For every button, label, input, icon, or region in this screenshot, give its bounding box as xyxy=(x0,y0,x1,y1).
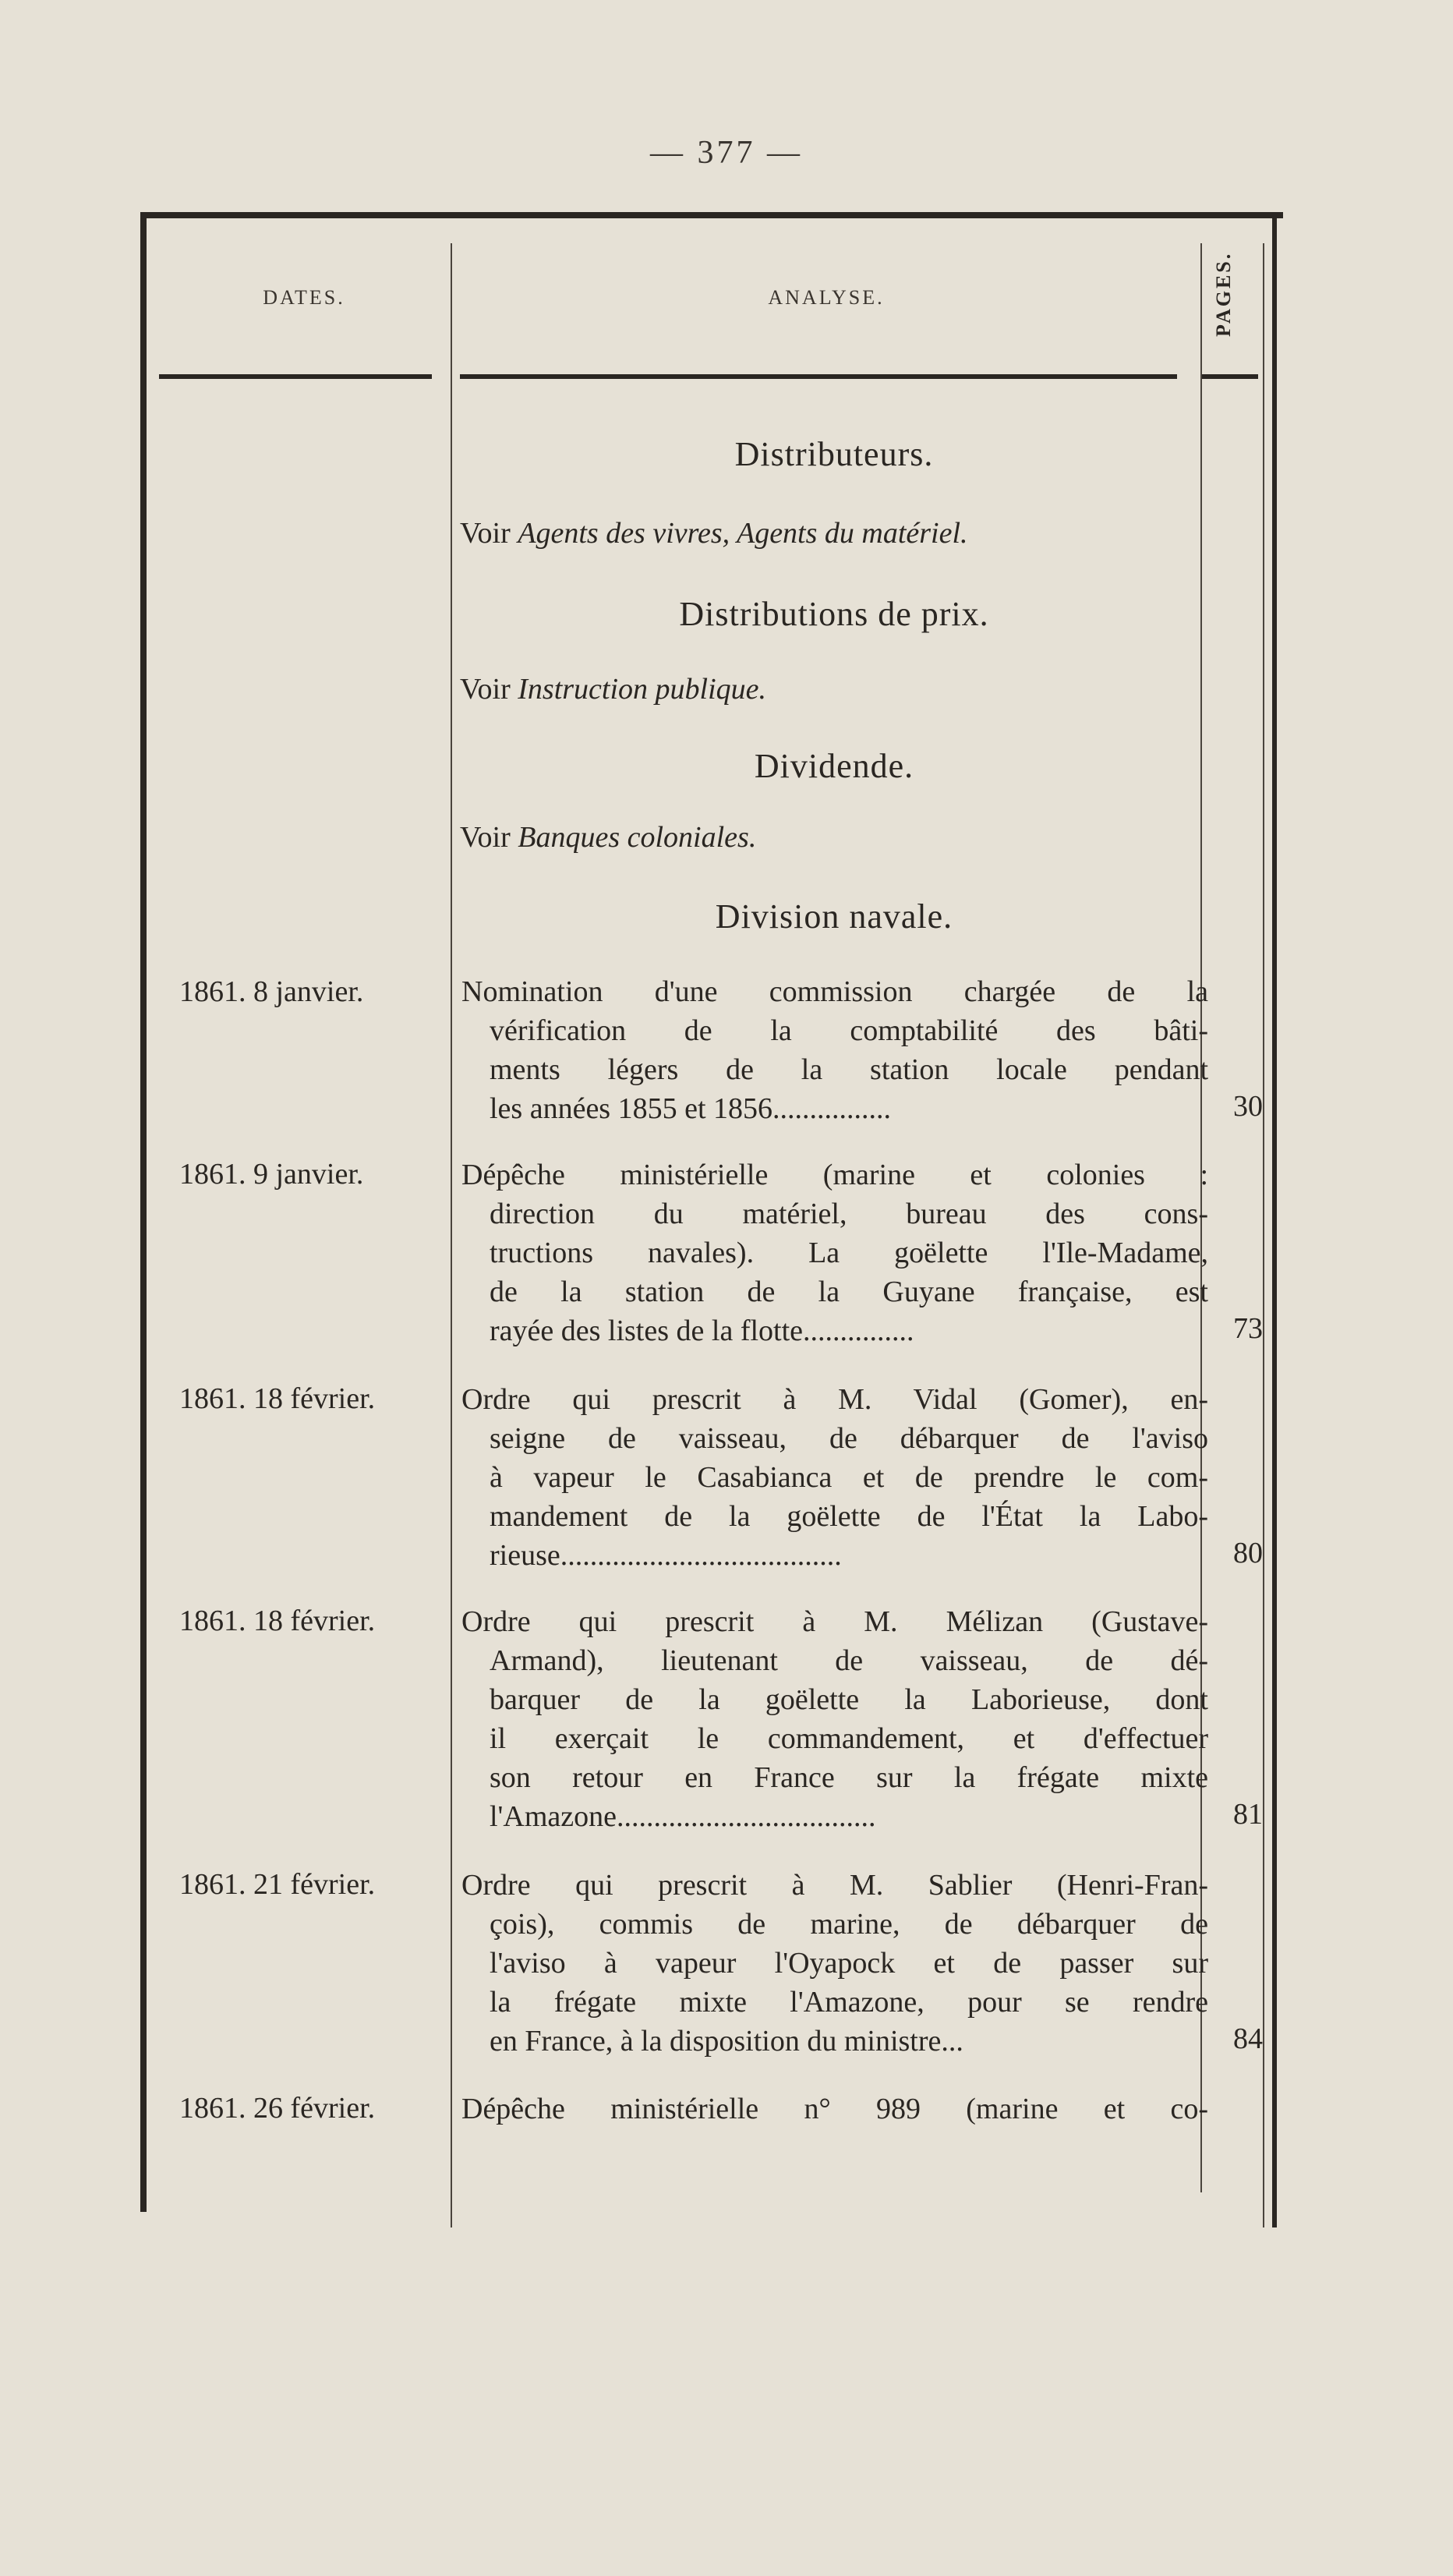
index-table xyxy=(140,212,1283,2227)
entry-line: en France, à la disposition du ministre... xyxy=(490,2025,963,2058)
section-heading-dividende: Dividende. xyxy=(754,747,914,785)
section-heading-division-navale: Division navale. xyxy=(715,897,953,936)
entry-date: 1861. 26 février. xyxy=(179,2092,376,2125)
entry-line: Dépêche ministérielle n° 989 (marine et co- xyxy=(461,2093,1208,2125)
entry-line: vérification de la comptabilité des bâti- xyxy=(490,1014,1208,1047)
column-header-dates: DATES. xyxy=(263,286,345,309)
entry-line: Ordre qui prescrit à M. Mélizan (Gustave- xyxy=(461,1605,1208,1638)
left-border xyxy=(140,212,147,2212)
entry-date: 1861. 18 février. xyxy=(179,1605,376,1637)
entry-text xyxy=(461,2089,1208,2128)
entry-text xyxy=(461,1380,1208,1575)
entry-text xyxy=(461,972,1208,1128)
see-also-dividende xyxy=(460,820,1208,855)
entry-date: 1861. 18 février. xyxy=(179,1382,376,1415)
header-rule-center xyxy=(460,374,1177,379)
header-rule-right xyxy=(1202,374,1258,379)
entry-line: de la station de la Guyane française, est xyxy=(490,1276,1208,1308)
entry-line: çois), commis de marine, de débarquer de xyxy=(490,1908,1208,1941)
see-prefix: Voir xyxy=(460,517,511,550)
entry-line: Nomination d'une commission chargée de la xyxy=(461,975,1208,1008)
section-heading-distributeurs: Distributeurs. xyxy=(734,435,934,473)
entry-line: Ordre qui prescrit à M. Vidal (Gomer), en- xyxy=(461,1383,1208,1416)
entry-line: à vapeur le Casabianca et de prendre le com- xyxy=(490,1461,1208,1494)
entry-line: seigne de vaisseau, de débarquer de l'aviso xyxy=(490,1422,1208,1455)
entry-page: 73 xyxy=(1233,1312,1263,1345)
column-header-pages: PAGES. xyxy=(1212,251,1235,337)
entry-text xyxy=(461,1866,1208,2061)
entry-line: Ordre qui prescrit à M. Sablier (Henri-Fran- xyxy=(461,1869,1208,1902)
entry-page: 81 xyxy=(1233,1798,1263,1831)
entry-line: son retour en France sur la frégate mixte xyxy=(490,1761,1208,1794)
entry-line: l'Amazone................................... xyxy=(490,1800,876,1833)
column-divider-dates xyxy=(451,243,452,2227)
see-prefix: Voir xyxy=(460,821,511,854)
entry-line: Armand), lieutenant de vaisseau, de dé- xyxy=(490,1644,1208,1677)
entry-date: 1861. 21 février. xyxy=(179,1868,376,1901)
header-rule-left xyxy=(159,374,432,379)
entry-line: barquer de la goëlette la Laborieuse, dont xyxy=(490,1683,1208,1716)
see-reference: Agents des vivres, Agents du matériel. xyxy=(518,517,968,550)
right-border xyxy=(1272,212,1277,2227)
top-rule xyxy=(140,212,1283,218)
see-also-distributeurs xyxy=(460,516,1208,550)
entry-line: l'aviso à vapeur l'Oyapock et de passer sur xyxy=(490,1947,1208,1980)
see-prefix: Voir xyxy=(460,673,511,706)
entry-line: direction du matériel, bureau des cons- xyxy=(490,1198,1208,1230)
entry-line: rayée des listes de la flotte............... xyxy=(490,1315,914,1347)
entry-line: ments légers de la station locale pendant xyxy=(490,1053,1208,1086)
entry-page: 84 xyxy=(1233,2022,1263,2055)
page-number: — 377 — xyxy=(650,135,803,171)
see-also-distributions xyxy=(460,672,1208,706)
entry-text xyxy=(461,1155,1208,1350)
entry-line: rieuse...................................... xyxy=(490,1539,842,1572)
see-reference: Banques coloniales. xyxy=(518,821,757,854)
entry-line: mandement de la goëlette de l'État la Labo- xyxy=(490,1500,1208,1533)
column-header-analyse: ANALYSE. xyxy=(768,286,885,309)
entry-line: il exerçait le commandement, et d'effectuer xyxy=(490,1722,1208,1755)
entry-line: Dépêche ministérielle (marine et colonies : xyxy=(461,1159,1208,1191)
section-heading-distributions: Distributions de prix. xyxy=(679,595,989,633)
entry-page: 30 xyxy=(1233,1090,1263,1123)
entry-line: tructions navales). La goëlette l'Ile-Madame, xyxy=(490,1237,1208,1269)
entry-text xyxy=(461,1602,1208,1836)
entry-line: les années 1855 et 1856................ xyxy=(490,1092,892,1125)
see-reference: Instruction publique. xyxy=(518,673,767,706)
entry-date: 1861. 8 janvier. xyxy=(179,975,364,1008)
entry-page: 80 xyxy=(1233,1537,1263,1569)
entry-line: la frégate mixte l'Amazone, pour se rendre xyxy=(490,1986,1208,2019)
column-divider-inner xyxy=(1263,243,1264,2227)
entry-date: 1861. 9 janvier. xyxy=(179,1158,364,1191)
